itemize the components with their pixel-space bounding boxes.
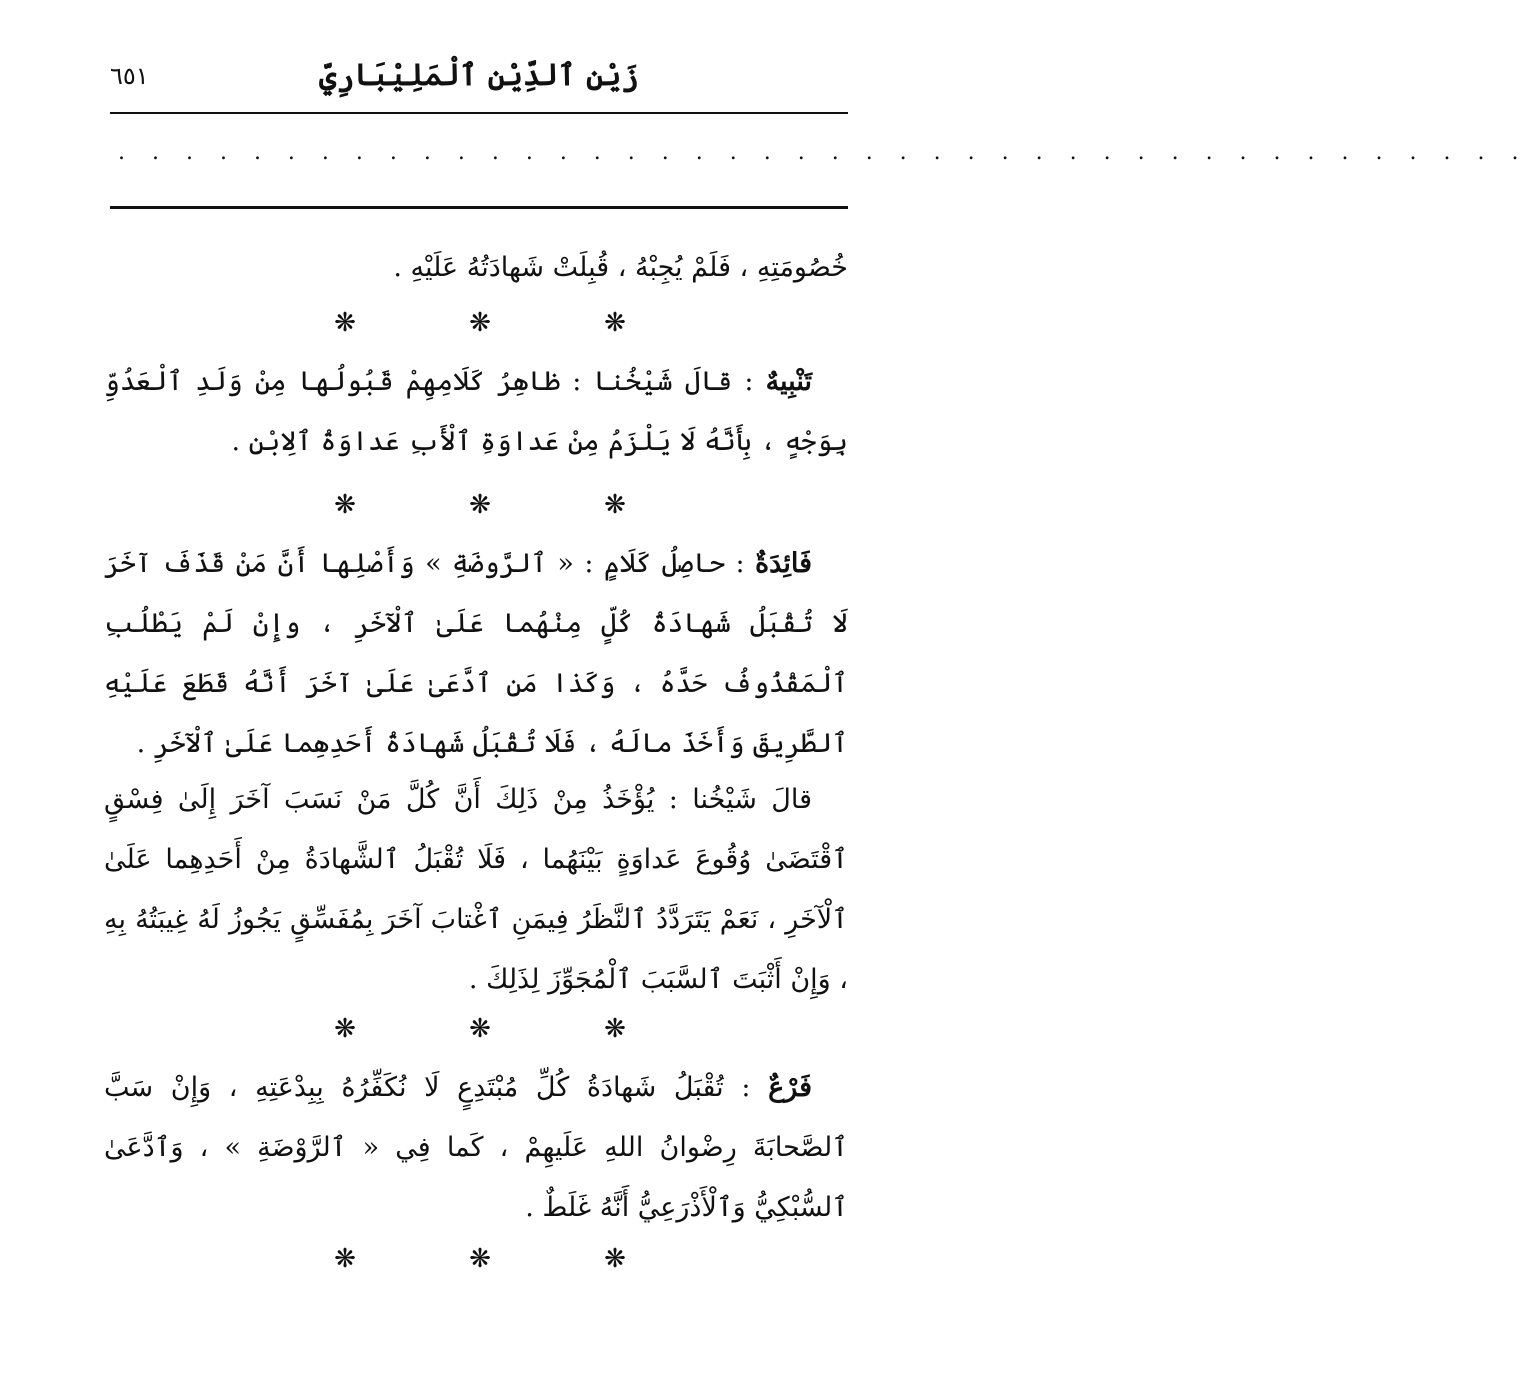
asterism-icon: ❋	[604, 308, 626, 338]
paragraph-text: : قالَ شَيْخُنا : ظاهِرُ كَلَامِهِمْ قَبُولُها مِنْ وَلَدِ ٱلْعَدُوِّ بِوَجْهٍ ، بِأَنَّهُ لَا يَلْزَمُ مِنْ عَداوَةِ ٱلْأَبِ عَداوَةُ ٱلِابْنِ .	[104, 366, 848, 457]
separator-3	[330, 1014, 630, 1044]
asterism-icon: ❋	[334, 490, 356, 520]
page-number: ٦٥١	[110, 62, 149, 90]
paragraph-text: خُصُومَتِهِ ، فَلَمْ يُجِبْهُ ، قُبِلَتْ شَهادَتُهُ عَلَيْهِ .	[393, 252, 848, 283]
paragraph-text: قالَ شَيْخُنا : يُؤْخَذُ مِنْ ذَلِكَ أَنَّ كُلَّ مَنْ نَسَبَ آخَرَ إِلَىٰ فِسْقٍ ٱقْتَضَىٰ وُقُوعَ عَداوَةٍ بَيْنَهُما ، فَلَا تُقْبَلُ ٱلشَّهادَةُ مِنْ أَحَدِهِما عَلَىٰ ٱلْآخَرِ ، نَعَمْ يَتَرَدَّدُ ٱلنَّظَرُ فِيمَنِ ٱغْتابَ آخَرَ بِمُفَسِّقٍ يَجُوزُ لَهُ غِيبَتُهُ بِهِ ، وَإِنْ أَثْبَتَ ٱلسَّبَبَ ٱلْمُجَوِّزَ لِذَلِكَ .	[104, 784, 848, 995]
asterism-icon: ❋	[334, 1014, 356, 1044]
asterism-icon: ❋	[469, 1014, 491, 1044]
asterism-icon: ❋	[469, 1244, 491, 1274]
paragraph-text: : حاصِلُ كَلَامٍ : « ٱلرَّوضَةِ » وَأَصْلِها أَنَّ مَنْ قَذَفَ آخَرَ لَا تُقْبَلُ شَهادَةُ كُلٍّ مِنْهُما عَلَىٰ ٱلْآخَرِ ، وإِنْ لَمْ يَطْلُبِ ٱلْمَقْذُوفُ حَدَّهُ ، وَكَذا مَنِ ٱدَّعَىٰ عَلَىٰ آخَرَ أَنَّهُ قَطَعَ عَلَيْهِ ٱلطَّرِيقَ وَأَخَذَ مالَهُ ، فَلَا تُقْبَلُ شَهادَةُ أَحَدِهِما عَلَىٰ ٱلْآخَرِ .	[104, 548, 848, 759]
separator-2	[330, 490, 630, 520]
paragraph-tanbih	[104, 352, 848, 472]
asterism-icon: ❋	[604, 1014, 626, 1044]
header-rule	[110, 112, 848, 114]
running-title: زَيْن ٱلدِّيْن ٱلْمَلِيْبَارِيِّ	[319, 58, 639, 93]
page-header	[110, 58, 848, 98]
separator-4	[330, 1244, 630, 1274]
asterism-icon: ❋	[469, 308, 491, 338]
dotted-line: . . . . . . . . . . . . . . . . . . . . . . . . . . . . . . . . . . . . . . . . . .	[118, 140, 1528, 165]
paragraph-1	[104, 238, 848, 298]
asterism-icon: ❋	[604, 490, 626, 520]
paragraph-lead: فَرْعٌ	[768, 1072, 812, 1103]
asterism-icon: ❋	[604, 1244, 626, 1274]
asterism-icon: ❋	[469, 490, 491, 520]
paragraph-far	[104, 1058, 848, 1238]
paragraph-text: : تُقْبَلُ شَهادَةُ كُلِّ مُبْتَدِعٍ لَا نُكَفِّرُهُ بِبِدْعَتِهِ ، وَإِنْ سَبَّ ٱلصَّحابَةَ رِضْوانُ اللهِ عَلَيهِمْ ، كَما فِي « ٱلرَّوْضَةِ » ، وَٱدَّعَىٰ ٱلسُّبْكِيُّ وَٱلْأَذْرَعِيُّ أَنَّهُ غَلَطٌ .	[104, 1072, 848, 1223]
asterism-icon: ❋	[334, 308, 356, 338]
paragraph-faida	[104, 534, 848, 774]
paragraph-lead: تَنْبِيهٌ	[765, 366, 812, 397]
paragraph-shaykh	[104, 770, 848, 1010]
separator-1	[330, 308, 630, 338]
paragraph-lead: فَائِدَةٌ	[755, 548, 812, 579]
section-rule	[110, 206, 848, 209]
asterism-icon: ❋	[334, 1244, 356, 1274]
